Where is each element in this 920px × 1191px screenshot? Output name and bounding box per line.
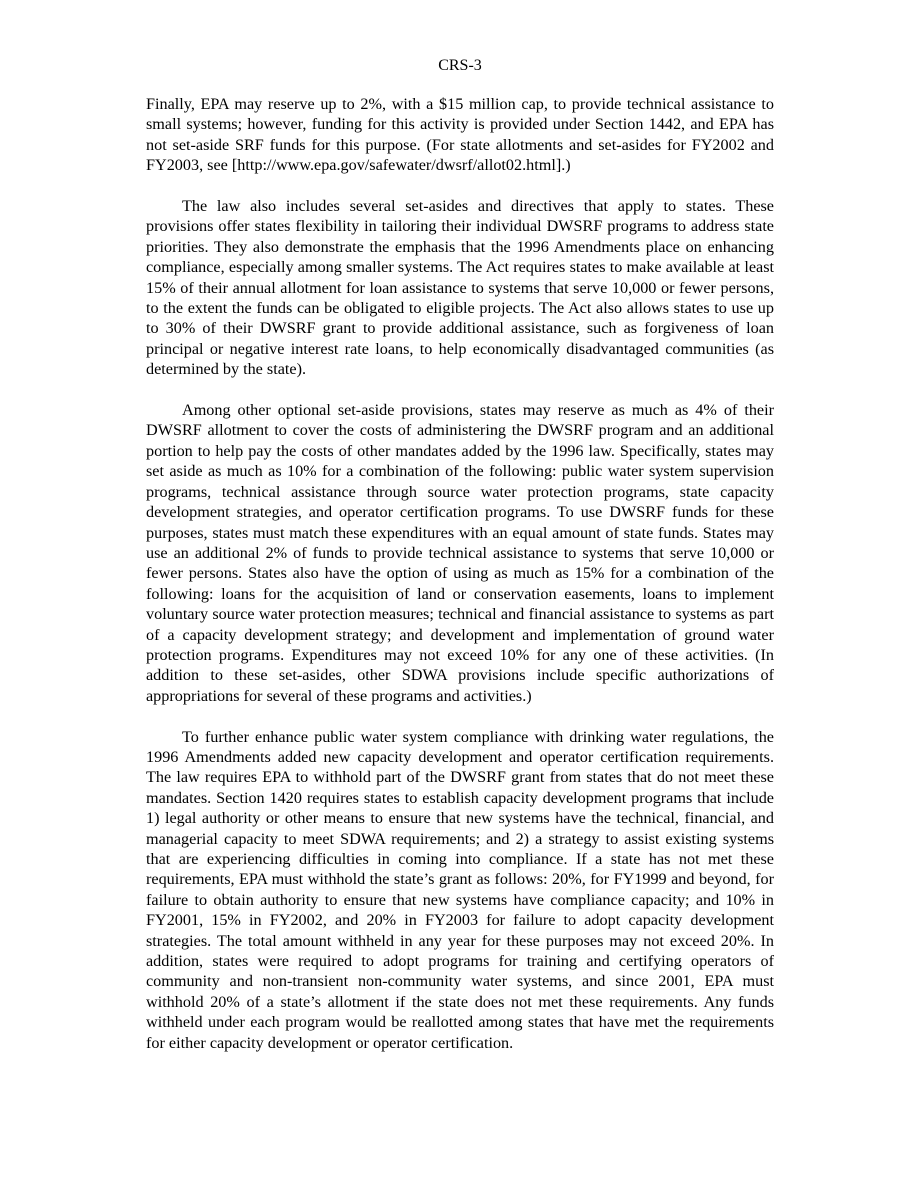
- paragraph-state-set-asides: The law also includes several set-asides and directives that apply to states. These provisions offer states flexibility in tailoring their individual DWSRF programs to address state priorities. They also demonstrate the emphasis that the 1996 Amendments place on enhancing compliance, especially among smaller systems. The Act requires states to make available at least 15% of their annual allotment for loan assistance to systems that serve 10,000 or fewer persons, to the extent the funds can be obligated to eligible projects. The Act also allows states to use up to 30% of their DWSRF grant to provide additional assistance, such as forgiveness of loan principal or negative interest rate loans, to help economically disadvantaged communities (as determined by the state).: [146, 197, 774, 379]
- page-number-label: CRS-3: [438, 57, 482, 74]
- paragraph-optional-set-asides: Among other optional set-aside provisions, states may reserve as much as 4% of their DWSRF allotment to cover the costs of administering the DWSRF program and an additional portion to help pay the costs of other mandates added by the 1996 law. Specifically, states may set aside as much as 10% for a combination of the following: public water system supervision programs, technical assistance through source water protection programs, state capacity development strategies, and operator certification programs. To use DWSRF funds for these purposes, states must match these expenditures with an equal amount of state funds. States may use an additional 2% of funds to provide technical assistance to systems that serve 10,000 or fewer persons. States also have the option of using as much as 15% for a combination of the following: loans for the acquisition of land or conservation easements, loans to implement voluntary source water protection measures; technical and financial assistance to systems as part of a capacity development strategy; and development and implementation of ground water protection programs. Expenditures may not exceed 10% for any one of these activities. (In addition to these set-asides, other SDWA provisions include specific authorizations of appropriations for several of these programs and activities.): [146, 401, 774, 705]
- document-body: [146, 94, 774, 1073]
- page-header: [0, 56, 920, 76]
- paragraph-technical-assistance: Finally, EPA may reserve up to 2%, with a $15 million cap, to provide technical assistance to small systems; however, funding for this activity is provided under Section 1442, and EPA has not set-aside SRF funds for this purpose. (For state allotments and set-asides for FY2002 and FY2003, see [http://www.epa.gov/safewater/dwsrf/allot02.html].): [146, 95, 774, 175]
- paragraph-capacity-development: To further enhance public water system compliance with drinking water regulations, the 1996 Amendments added new capacity development and operator certification requirements. The law requires EPA to withhold part of the DWSRF grant from states that do not meet these mandates. Section 1420 requires states to establish capacity development programs that include 1) legal authority or other means to ensure that new systems have the technical, financial, and managerial capacity to meet SDWA requirements; and 2) a strategy to assist existing systems that are experiencing difficulties in coming into compliance. If a state has not met these requirements, EPA must withhold the state’s grant as follows: 20%, for FY1999 and beyond, for failure to obtain authority to ensure that new systems have compliance capacity; and 10% in FY2001, 15% in FY2002, and 20% in FY2003 for failure to adopt capacity development strategies. The total amount withheld in any year for these purposes may not exceed 20%. In addition, states were required to adopt programs for training and certifying operators of community and non-transient non-community water systems, and since 2001, EPA must withhold 20% of a state’s allotment if the state does not met these requirements. Any funds withheld under each program would be reallotted among states that have met the requirements for either capacity development or operator certification.: [146, 727, 774, 1052]
